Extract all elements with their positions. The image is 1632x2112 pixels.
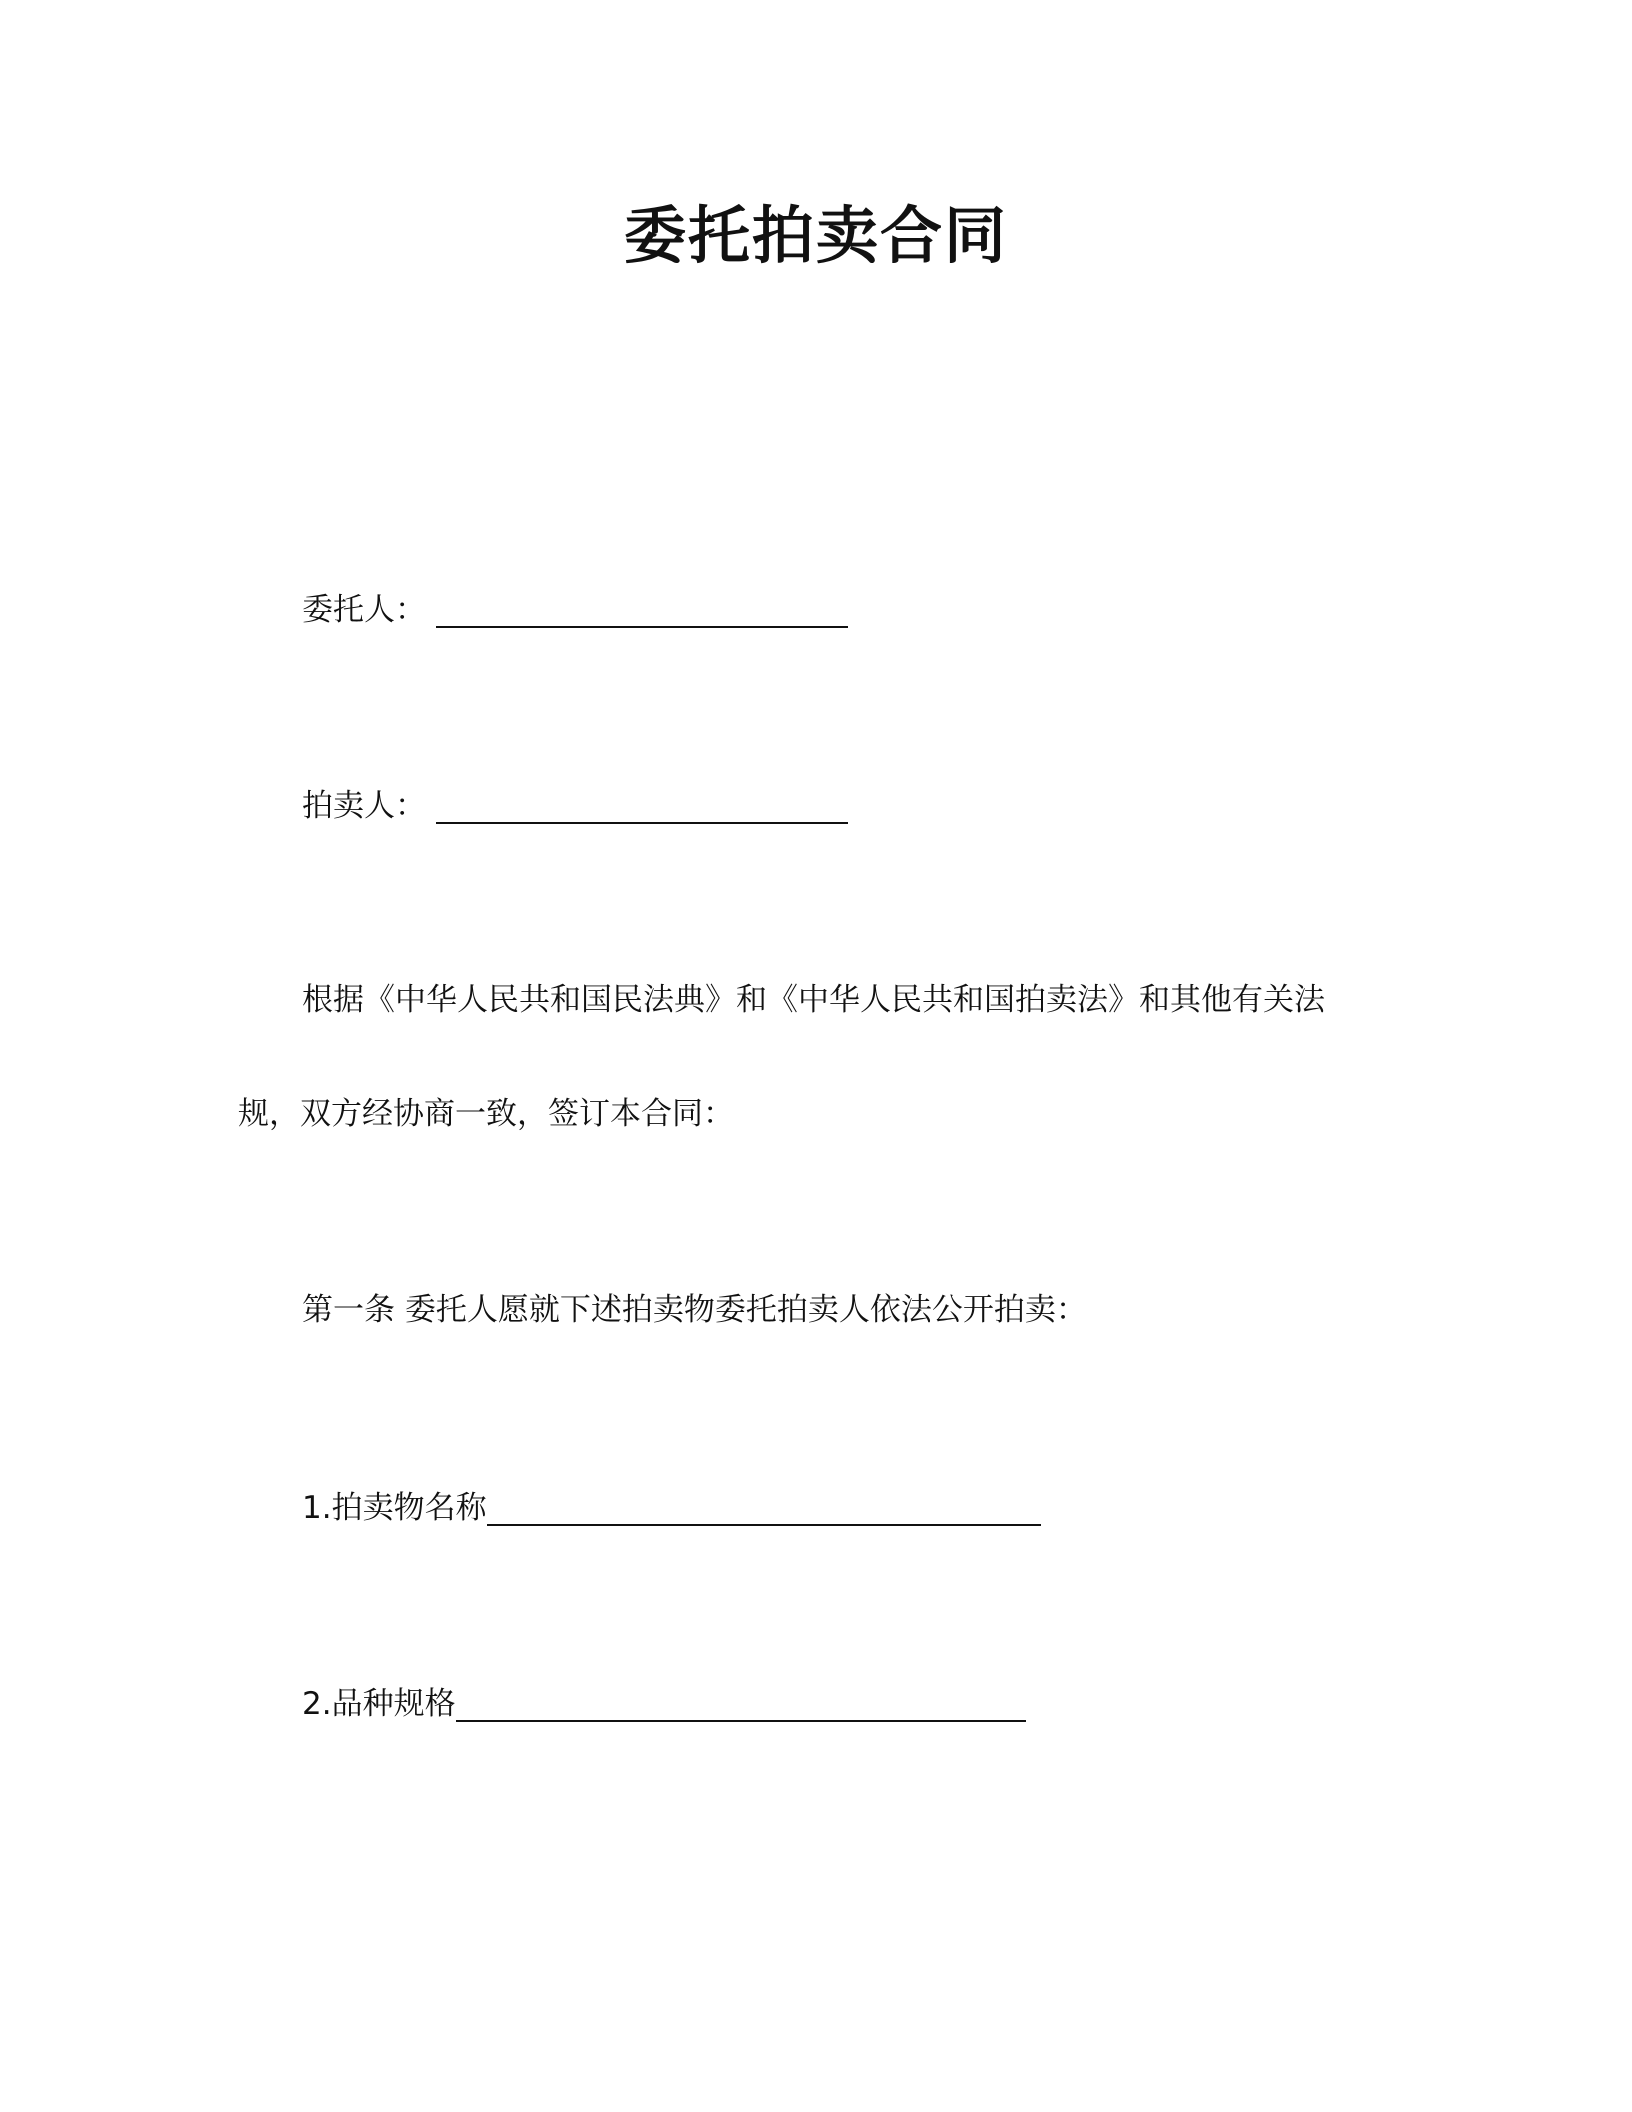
item-2-blank-line[interactable]	[456, 1690, 1026, 1722]
item-1-blank-line[interactable]	[487, 1494, 1041, 1526]
preamble-line-2: 规，双方经协商一致，签订本合同：	[238, 1096, 734, 1132]
article-1-heading: 第一条 委托人愿就下述拍卖物委托拍卖人依法公开拍卖：	[302, 1292, 1087, 1328]
auctioneer-field-row	[302, 784, 848, 828]
item-2-label: 2.品种规格	[302, 1686, 456, 1722]
item-1-label: 1.拍卖物名称	[302, 1490, 487, 1526]
auctioneer-blank-line[interactable]	[436, 792, 848, 824]
principal-label: 委托人：	[302, 592, 426, 628]
principal-field-row	[302, 588, 848, 632]
item-2-row	[302, 1682, 1026, 1726]
principal-blank-line[interactable]	[436, 596, 848, 628]
item-1-row	[302, 1486, 1041, 1530]
auctioneer-label: 拍卖人：	[302, 788, 426, 824]
preamble-line-1: 根据《中华人民共和国民法典》和《中华人民共和国拍卖法》和其他有关法	[302, 982, 1325, 1018]
page-title: 委托拍卖合同	[623, 199, 1008, 272]
